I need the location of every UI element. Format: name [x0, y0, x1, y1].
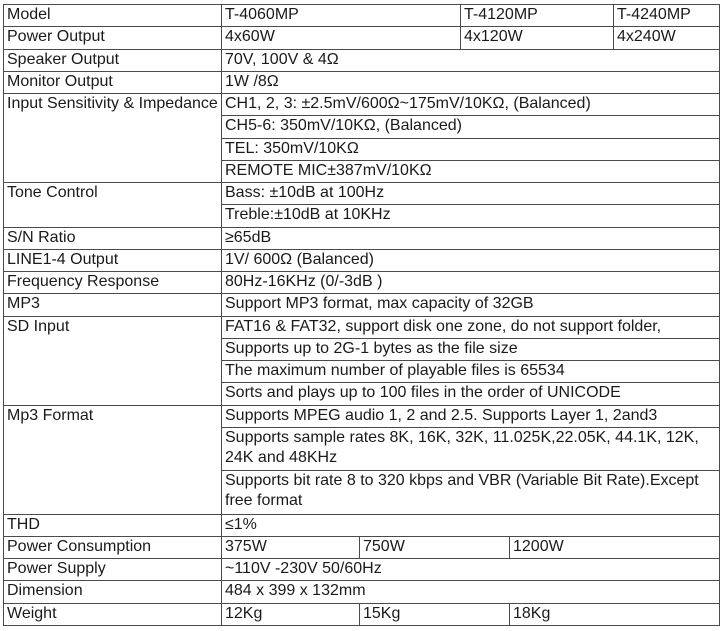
value-model-2: T-4120MP	[461, 5, 614, 27]
row-sd-input	[4, 316, 720, 338]
label-power-output: Power Output	[4, 27, 222, 49]
row-mp3	[4, 294, 720, 316]
row-tone-control	[4, 183, 720, 205]
value-line-output: 1V/ 600Ω (Balanced)	[222, 249, 720, 271]
row-model	[4, 5, 720, 27]
value-power-output-2: 4x120W	[461, 27, 614, 49]
value-input-sensitivity-3: TEL: 350mV/10KΩ	[222, 138, 720, 160]
value-tone-control-treble: Treble:±10dB at 10KHz	[222, 205, 720, 227]
label-sn-ratio: S/N Ratio	[4, 227, 222, 249]
label-tone-control: Tone Control	[4, 183, 222, 228]
row-power-consumption	[4, 536, 720, 558]
value-thd: ≤1%	[222, 514, 720, 536]
value-tone-control-bass: Bass: ±10dB at 100Hz	[222, 183, 720, 205]
value-monitor-output: 1W /8Ω	[222, 71, 720, 93]
row-speaker-output	[4, 49, 720, 71]
value-mp3-format-1: Supports MPEG audio 1, 2 and 2.5. Supports Layer 1, 2and3	[222, 405, 720, 427]
row-input-sensitivity	[4, 94, 720, 116]
value-power-consumption-3: 1200W	[510, 536, 720, 558]
label-weight: Weight	[4, 603, 222, 625]
label-model: Model	[4, 5, 222, 27]
label-monitor-output: Monitor Output	[4, 71, 222, 93]
value-input-sensitivity-1: CH1, 2, 3: ±2.5mV/600Ω~175mV/10KΩ, (Balanced)	[222, 94, 720, 116]
label-power-consumption: Power Consumption	[4, 536, 222, 558]
row-mp3-format	[4, 405, 720, 427]
spec-table	[3, 4, 720, 626]
label-mp3-format: Mp3 Format	[4, 405, 222, 514]
value-power-output-1: 4x60W	[222, 27, 461, 49]
value-mp3-format-3: Supports bit rate 8 to 320 kbps and VBR (Variable Bit Rate).Except free format	[222, 471, 720, 514]
row-power-supply	[4, 559, 720, 581]
row-sn-ratio	[4, 227, 720, 249]
label-input-sensitivity: Input Sensitivity & Impedance	[4, 94, 222, 183]
label-mp3: MP3	[4, 294, 222, 316]
value-weight-2: 15Kg	[360, 603, 510, 625]
row-thd	[4, 514, 720, 536]
value-power-consumption-1: 375W	[222, 536, 360, 558]
value-sd-input-1: FAT16 & FAT32, support disk one zone, do not support folder,	[222, 316, 720, 338]
label-speaker-output: Speaker Output	[4, 49, 222, 71]
label-frequency-response: Frequency Response	[4, 272, 222, 294]
value-mp3-format-2: Supports sample rates 8K, 16K, 32K, 11.025K,22.05K, 44.1K, 12K, 24K and 48KHz	[222, 427, 720, 470]
label-dimension: Dimension	[4, 581, 222, 603]
value-sd-input-2: Supports up to 2G-1 bytes as the file size	[222, 338, 720, 360]
value-power-supply: ~110V -230V 50/60Hz	[222, 559, 720, 581]
value-weight-1: 12Kg	[222, 603, 360, 625]
value-power-consumption-2: 750W	[360, 536, 510, 558]
value-frequency-response: 80Hz-16KHz (0/-3dB )	[222, 272, 720, 294]
value-sn-ratio: ≥65dB	[222, 227, 720, 249]
row-monitor-output	[4, 71, 720, 93]
label-power-supply: Power Supply	[4, 559, 222, 581]
value-speaker-output: 70V, 100V & 4Ω	[222, 49, 720, 71]
value-weight-3: 18Kg	[510, 603, 720, 625]
value-model-1: T-4060MP	[222, 5, 461, 27]
value-input-sensitivity-4: REMOTE MIC±387mV/10KΩ	[222, 160, 720, 182]
value-power-output-3: 4x240W	[614, 27, 720, 49]
value-mp3: Support MP3 format, max capacity of 32GB	[222, 294, 720, 316]
label-thd: THD	[4, 514, 222, 536]
value-model-3: T-4240MP	[614, 5, 720, 27]
value-sd-input-3: The maximum number of playable files is 65534	[222, 361, 720, 383]
row-weight	[4, 603, 720, 625]
row-dimension	[4, 581, 720, 603]
row-power-output	[4, 27, 720, 49]
row-frequency-response	[4, 272, 720, 294]
label-sd-input: SD Input	[4, 316, 222, 405]
value-dimension: 484 x 399 x 132mm	[222, 581, 720, 603]
label-line-output: LINE1-4 Output	[4, 249, 222, 271]
value-input-sensitivity-2: CH5-6: 350mV/10KΩ, (Balanced)	[222, 116, 720, 138]
value-sd-input-4: Sorts and plays up to 100 files in the order of UNICODE	[222, 383, 720, 405]
row-line-output	[4, 249, 720, 271]
